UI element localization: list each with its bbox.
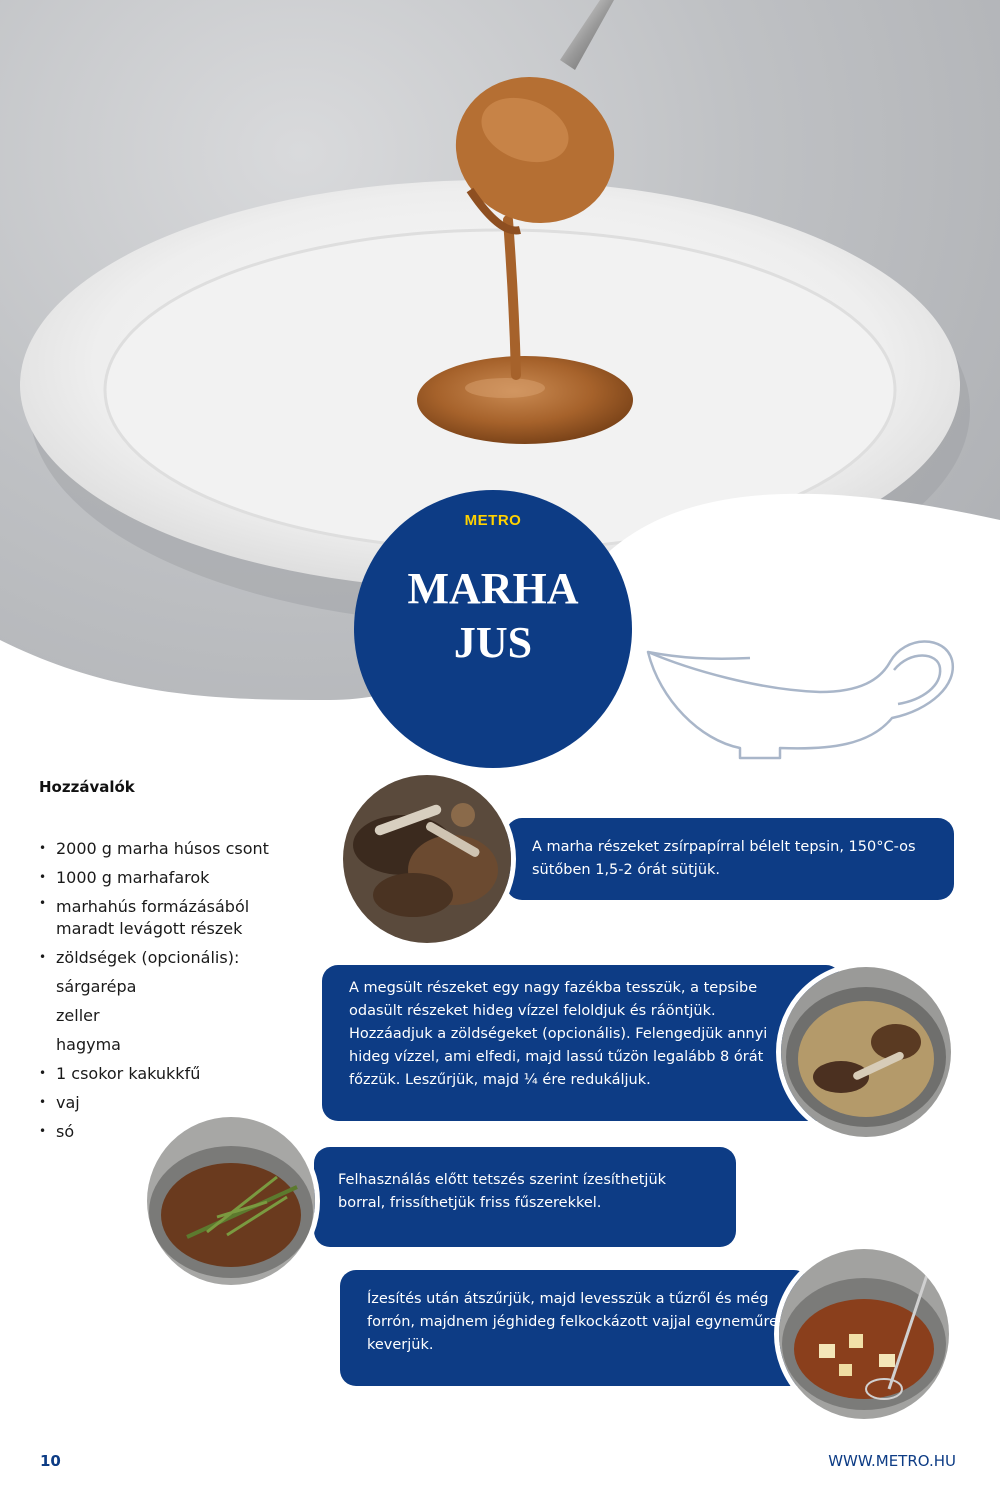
metro-logo: METRO [464, 512, 522, 529]
ingredient-item: • 1 csokor kakukkfű [39, 1059, 299, 1088]
recipe-title-line2: JUS [453, 618, 533, 667]
step-3-box: Felhasználás előtt tetszés szerint ízesíthetjük borral, frissíthetjük friss fűszerekkel. [314, 1147, 736, 1247]
step-1-box: A marha részeket zsírpapírral bélelt tepsin, 150°C-os sütőben 1,5-2 órát sütjük. [506, 818, 954, 900]
ingredient-item: • zöldségek (opcionális): [39, 943, 299, 972]
ingredient-subitem: sárgarépa [56, 977, 137, 996]
gravy-boat-icon [640, 630, 970, 780]
ingredients-heading: Hozzávalók [39, 778, 135, 796]
step-4-box: Ízesítés után átszűrjük, majd levesszük a tűzről és még forrón, majdnem jéghideg felkockázott vajjal egyneműre keverjük. [340, 1270, 810, 1386]
title-badge [354, 490, 632, 768]
ingredient-subitem: zeller [56, 1006, 100, 1025]
ingredient-item: • marhahús formázásából maradt levágott részek [39, 892, 299, 943]
step-4-photo-whisking-butter [774, 1244, 954, 1424]
step-1-photo-roasted-bones [338, 770, 516, 948]
ingredient-item: • 1000 g marhafarok [39, 863, 299, 892]
ingredients-list [39, 834, 299, 1146]
step-2-photo-pot-with-bones [776, 962, 956, 1142]
ingredient-item: • vaj [39, 1088, 299, 1117]
website-link[interactable]: WWW.METRO.HU [828, 1452, 956, 1470]
step-2-box: A megsült részeket egy nagy fazékba tesszük, a tepsibe odasült részeket hideg vízzel feloldjuk és ráöntjük. Hozzáadjuk a zöldségeket (opcionális). Felengedjük annyi hideg vízzel, ami elfedi, majd lassú tűzön legalább 8 órát főzzük. Leszűrjük, majd ¼ ére redukáljuk. [322, 965, 842, 1121]
ingredient-subitem: hagyma [56, 1035, 121, 1054]
ingredient-item: • 2000 g marha húsos csont [39, 834, 299, 863]
ingredient-item: • só [39, 1117, 299, 1146]
recipe-title-line1: MARHA [407, 564, 579, 613]
step-3-photo-pot-with-thyme [142, 1112, 320, 1290]
recipe-title [354, 562, 632, 670]
page-number: 10 [40, 1452, 61, 1470]
